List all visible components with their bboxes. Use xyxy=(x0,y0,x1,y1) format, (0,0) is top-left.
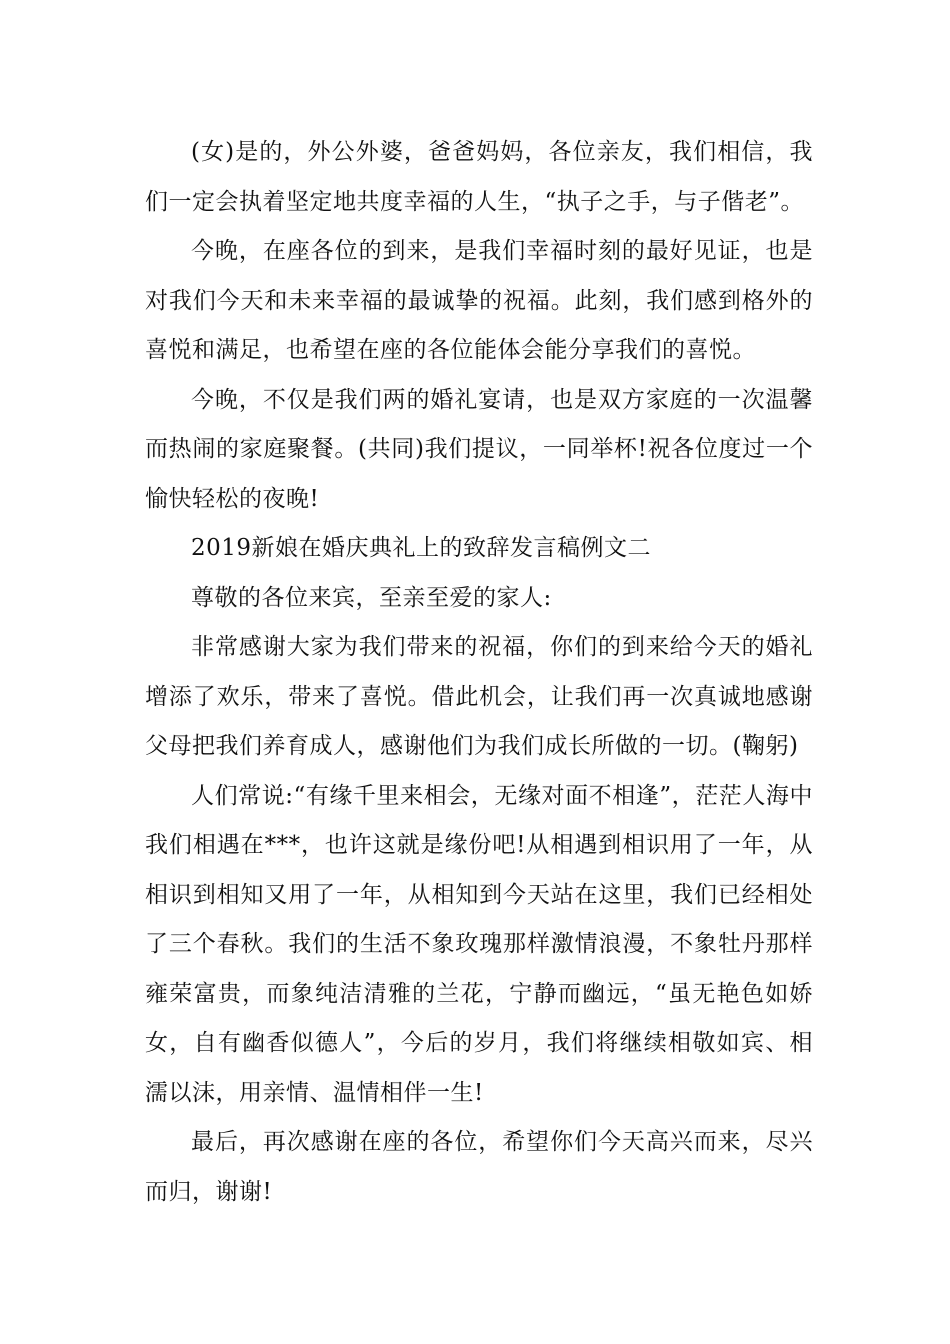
paragraph-toast: 今晚，不仅是我们两的婚礼宴请，也是双方家庭的一次温馨而热闹的家庭聚餐。(共同)我们提议，一同举杯!祝各位度过一个愉快轻松的夜晚! xyxy=(145,386,813,512)
salutation: 尊敬的各位来宾，至亲至爱的家人: xyxy=(191,584,552,611)
paragraph-love-story: 人们常说:“有缘千里来相会，无缘对面不相逢”，茫茫人海中我们相遇在***，也许这就是缘份吧!从相遇到相识用了一年，从相识到相知又用了一年，从相知到今天站在这里，我们已经相处了三个春秋。我们的生活不象玫瑰那样激情浪漫，不象牡丹那样雍荣富贵，而象纯洁清雅的兰花，宁静而幽远，“虽无艳色如娇女，自有幽香似德人”，今后的岁月，我们将继续相敬如宾、相濡以沫，用亲情、温情相伴一生! xyxy=(145,782,813,1106)
paragraph-closing: 最后，再次感谢在座的各位，希望你们今天高兴而来，尽兴而归，谢谢! xyxy=(145,1129,813,1205)
section-heading: 2019新娘在婚庆典礼上的致辞发言稿例文二 xyxy=(191,535,652,561)
paragraph-guests-witness: 今晚，在座各位的到来，是我们幸福时刻的最好见证，也是对我们今天和未来幸福的最诚挚的祝福。此刻，我们感到格外的喜悦和满足，也希望在座的各位能体会能分享我们的喜悦。 xyxy=(145,238,813,363)
paragraph-bride-reply: (女)是的，外公外婆，爸爸妈妈，各位亲友，我们相信，我们一定会执着坚定地共度幸福的人生，“执子之手，与子偕老”。 xyxy=(145,139,813,215)
paragraph-thanks-parents: 非常感谢大家为我们带来的祝福，你们的到来给今天的婚礼增添了欢乐，带来了喜悦。借此机会，让我们再一次真诚地感谢父母把我们养育成人，感谢他们为我们成长所做的一切。(鞠躬) xyxy=(145,634,813,759)
document-body xyxy=(145,128,813,1217)
